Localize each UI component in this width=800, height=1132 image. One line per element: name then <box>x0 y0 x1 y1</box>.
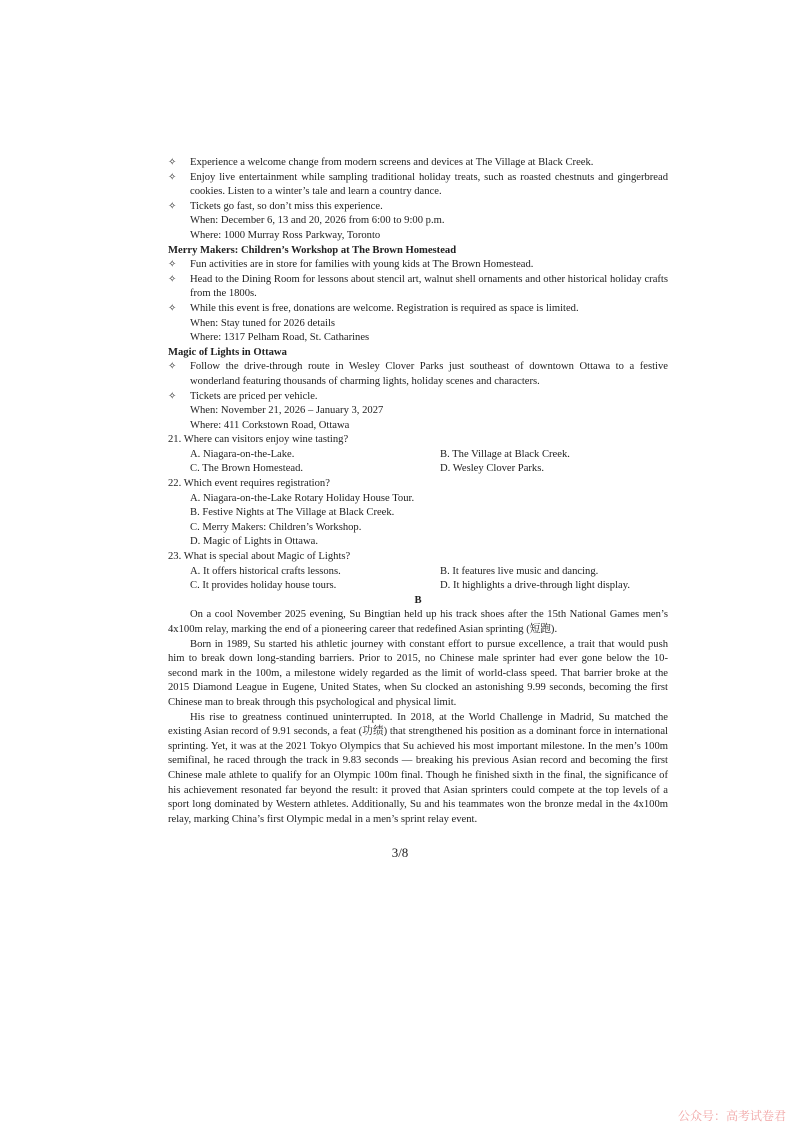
option-b[interactable]: B. It features live music and dancing. <box>440 565 599 577</box>
paragraph: On a cool November 2025 evening, Su Bingtian held up his track shoes after the 15th National Games men’s 4x100m relay, marking the end of a pioneering career that redefined Asian sprinting (短跑). <box>168 609 668 635</box>
list-item <box>168 302 668 317</box>
page-content <box>168 156 668 827</box>
option-b[interactable]: B. The Village at Black Creek. <box>440 448 570 460</box>
event-where: Where: 1317 Pelham Road, St. Catharines <box>190 332 370 344</box>
diamond-bullet-icon: ✧ <box>168 259 177 271</box>
bullet-text: Fun activities are in store for families with young kids at The Brown Homestead. <box>190 259 534 271</box>
section-heading: B <box>414 594 422 606</box>
question-23-options <box>168 565 668 594</box>
option-d[interactable]: D. It highlights a drive-through light display. <box>440 580 630 592</box>
event-where: Where: 411 Corkstown Road, Ottawa <box>190 419 350 431</box>
bullet-text: While this event is free, donations are welcome. Registration is required as space is limited. <box>190 302 579 314</box>
option-c[interactable]: C. The Brown Homestead. <box>190 463 304 475</box>
question-21: 21. Where can visitors enjoy wine tasting? <box>168 434 349 446</box>
event-heading: Magic of Lights in Ottawa <box>168 346 287 358</box>
list-item <box>168 156 668 171</box>
bullet-text: Follow the drive-through route in Wesley Clover Parks just southeast of downtown Ottawa to a festive wonderland featuring thousands of charming lights, holiday scenes and characters. <box>190 361 668 387</box>
event-heading: Merry Makers: Children’s Workshop at The Brown Homestead <box>168 244 457 256</box>
paragraph: Born in 1989, Su started his athletic journey with constant effort to pursue excellence, a trait that would push him to break down long-standing barriers. Prior to 2015, no Chinese male sprinter had ever gone below the 10-second mark in the 100m, a milestone widely regarded as the limit of world-class speed. That barrier broke at the 2015 Diamond League in Eugene, United States, when Su clocked an astonishing 9.99 seconds, becoming the first Chinese man to break through this psychological and physical limit. <box>168 638 668 708</box>
diamond-bullet-icon: ✧ <box>168 302 177 314</box>
event-when: When: Stay tuned for 2026 details <box>190 317 336 329</box>
diamond-bullet-icon: ✧ <box>168 157 177 168</box>
diamond-bullet-icon: ✧ <box>168 273 177 285</box>
option-d[interactable]: D. Magic of Lights in Ottawa. <box>190 536 318 548</box>
paragraph: His rise to greatness continued uninterrupted. In 2018, at the World Challenge in Madrid, Su matched the existing Asian record of 9.91 seconds, a feat (功绩) that strengthened his position as a dominant force in international sprinting. Yet, it was at the 2021 Tokyo Olympics that Su achieved his most important milestone. In the men’s 100m semifinal, he raced through the track in 9.83 seconds — breaking his previous Asian record and becoming the first Chinese male athlete to qualify for an Olympic 100m final. Though he finished sixth in the final, the significance of his achievement resonated far beyond the result: it proved that Asian sprinters could compete at the top levels of a sport long dominated by Western athletes. Additionally, Su and his teammates won the bronze medal in the 4x100m relay, marking China’s first Olympic medal in a men’s sprint relay event. <box>168 711 668 825</box>
page-number: 3/8 <box>391 845 409 860</box>
list-item <box>168 360 668 389</box>
bullet-text: Enjoy live entertainment while sampling traditional holiday treats, such as roasted chestnuts and gingerbread cookies. Listen to a winter’s tale and learn a country dance. <box>190 171 668 198</box>
option-b[interactable]: B. Festive Nights at The Village at Black Creek. <box>190 507 395 519</box>
bullet-text: Tickets go fast, so don’t miss this experience. <box>190 200 383 212</box>
option-c[interactable]: C. It provides holiday house tours. <box>190 580 337 592</box>
event-where: Where: 1000 Murray Ross Parkway, Toronto <box>190 229 381 241</box>
diamond-bullet-icon: ✧ <box>168 200 177 212</box>
option-a[interactable]: A. It offers historical crafts lessons. <box>190 565 341 577</box>
diamond-bullet-icon: ✧ <box>168 390 177 402</box>
question-23: 23. What is special about Magic of Lights? <box>168 551 351 563</box>
watermark-text: 公众号：高考试卷君 <box>677 1109 786 1124</box>
option-c[interactable]: C. Merry Makers: Children’s Workshop. <box>190 521 362 533</box>
bullet-text: Experience a welcome change from modern screens and devices at The Village at Black Creek. <box>190 157 594 168</box>
diamond-bullet-icon: ✧ <box>168 361 177 373</box>
option-a[interactable]: A. Niagara-on-the-Lake. <box>190 448 295 460</box>
option-d[interactable]: D. Wesley Clover Parks. <box>440 463 544 475</box>
list-item <box>168 273 668 302</box>
list-item <box>168 258 668 273</box>
list-item <box>168 171 668 200</box>
event-when: When: November 21, 2026 – January 3, 2027 <box>190 405 384 417</box>
event-when: When: December 6, 13 and 20, 2026 from 6:00 to 9:00 p.m. <box>190 215 445 227</box>
bullet-text: Head to the Dining Room for lessons about stencil art, walnut shell ornaments and other historical holiday crafts from the 1800s. <box>190 273 668 300</box>
list-item <box>168 200 668 215</box>
bullet-text: Tickets are priced per vehicle. <box>190 390 318 402</box>
diamond-bullet-icon: ✧ <box>168 171 177 183</box>
question-21-options <box>168 448 668 477</box>
option-a[interactable]: A. Niagara-on-the-Lake Rotary Holiday House Tour. <box>190 492 415 504</box>
list-item <box>168 390 668 405</box>
question-22: 22. Which event requires registration? <box>168 478 330 490</box>
